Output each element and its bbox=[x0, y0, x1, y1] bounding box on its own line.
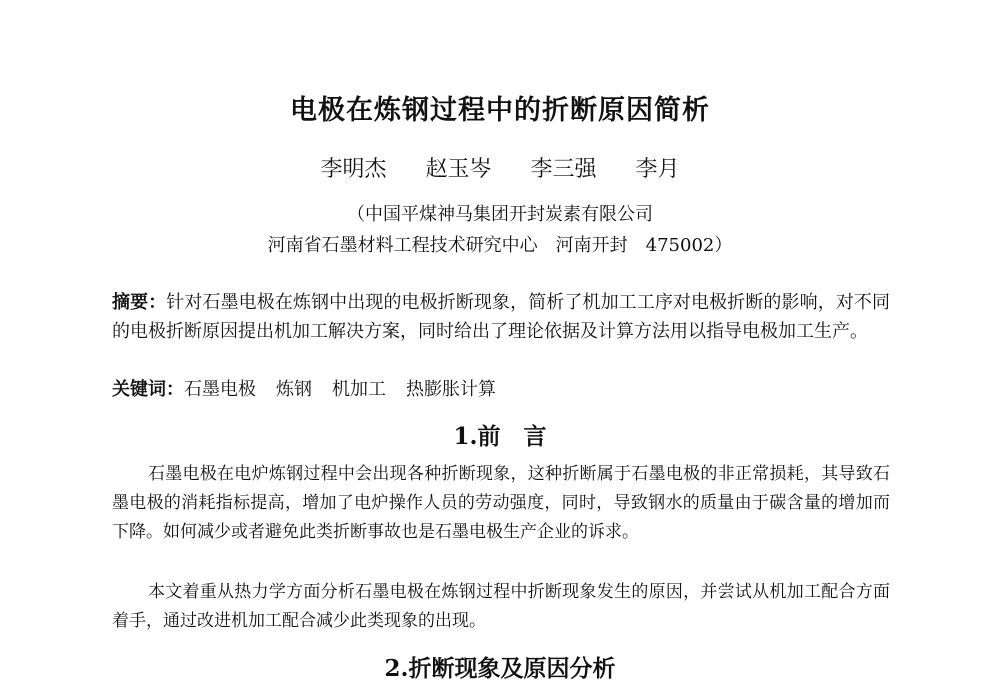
affiliation-line-2: 河南省石墨材料工程技术研究中心 河南开封 475002） bbox=[267, 235, 733, 256]
author-name: 李月 bbox=[635, 157, 680, 182]
keywords-block bbox=[112, 375, 890, 404]
section-heading-fracture-analysis: 2.折断现象及原因分析 bbox=[384, 655, 616, 682]
affiliation-line-1: （中国平煤神马集团开封炭素有限公司 bbox=[347, 204, 653, 225]
author-name: 李明杰 bbox=[320, 157, 387, 182]
author-name: 李三强 bbox=[530, 157, 597, 182]
body-paragraph: 石墨电极在电炉炼钢过程中会出现各种折断现象，这种折断属于石墨电极的非正常损耗，其导致石墨电极的消耗指标提高，增加了电炉操作人员的劳动强度，同时，导致钢水的质量由于碳含量的增加而下降。如何减少或者避免此类折断事故也是石墨电极生产企业的诉求。 bbox=[112, 464, 890, 542]
body-paragraph: 本文着重从热力学方面分析石墨电极在炼钢过程中折断现象发生的原因，并尝试从机加工配合方面着手，通过改进机加工配合减少此类现象的出现。 bbox=[112, 582, 890, 631]
section-heading-introduction: 1.前 言 bbox=[453, 423, 547, 450]
paper-title: 电极在炼钢过程中的折断原因简析 bbox=[290, 95, 710, 126]
keyword: 机加工 bbox=[332, 379, 386, 400]
author-name: 赵玉岑 bbox=[425, 157, 492, 182]
abstract-block bbox=[112, 288, 890, 346]
author-list bbox=[0, 152, 1000, 183]
keyword: 石墨电极 bbox=[184, 379, 256, 400]
abstract-label: 摘要： bbox=[112, 292, 167, 313]
keyword: 热膨胀计算 bbox=[406, 379, 496, 400]
keyword: 炼钢 bbox=[276, 379, 312, 400]
keywords-label: 关键词： bbox=[112, 379, 184, 400]
abstract-text: 针对石墨电极在炼钢中出现的电极折断现象，简析了机加工工序对电极折断的影响，对不同的电极折断原因提出机加工解决方案，同时给出了理论依据及计算方法用以指导电极加工生产。 bbox=[112, 292, 891, 342]
